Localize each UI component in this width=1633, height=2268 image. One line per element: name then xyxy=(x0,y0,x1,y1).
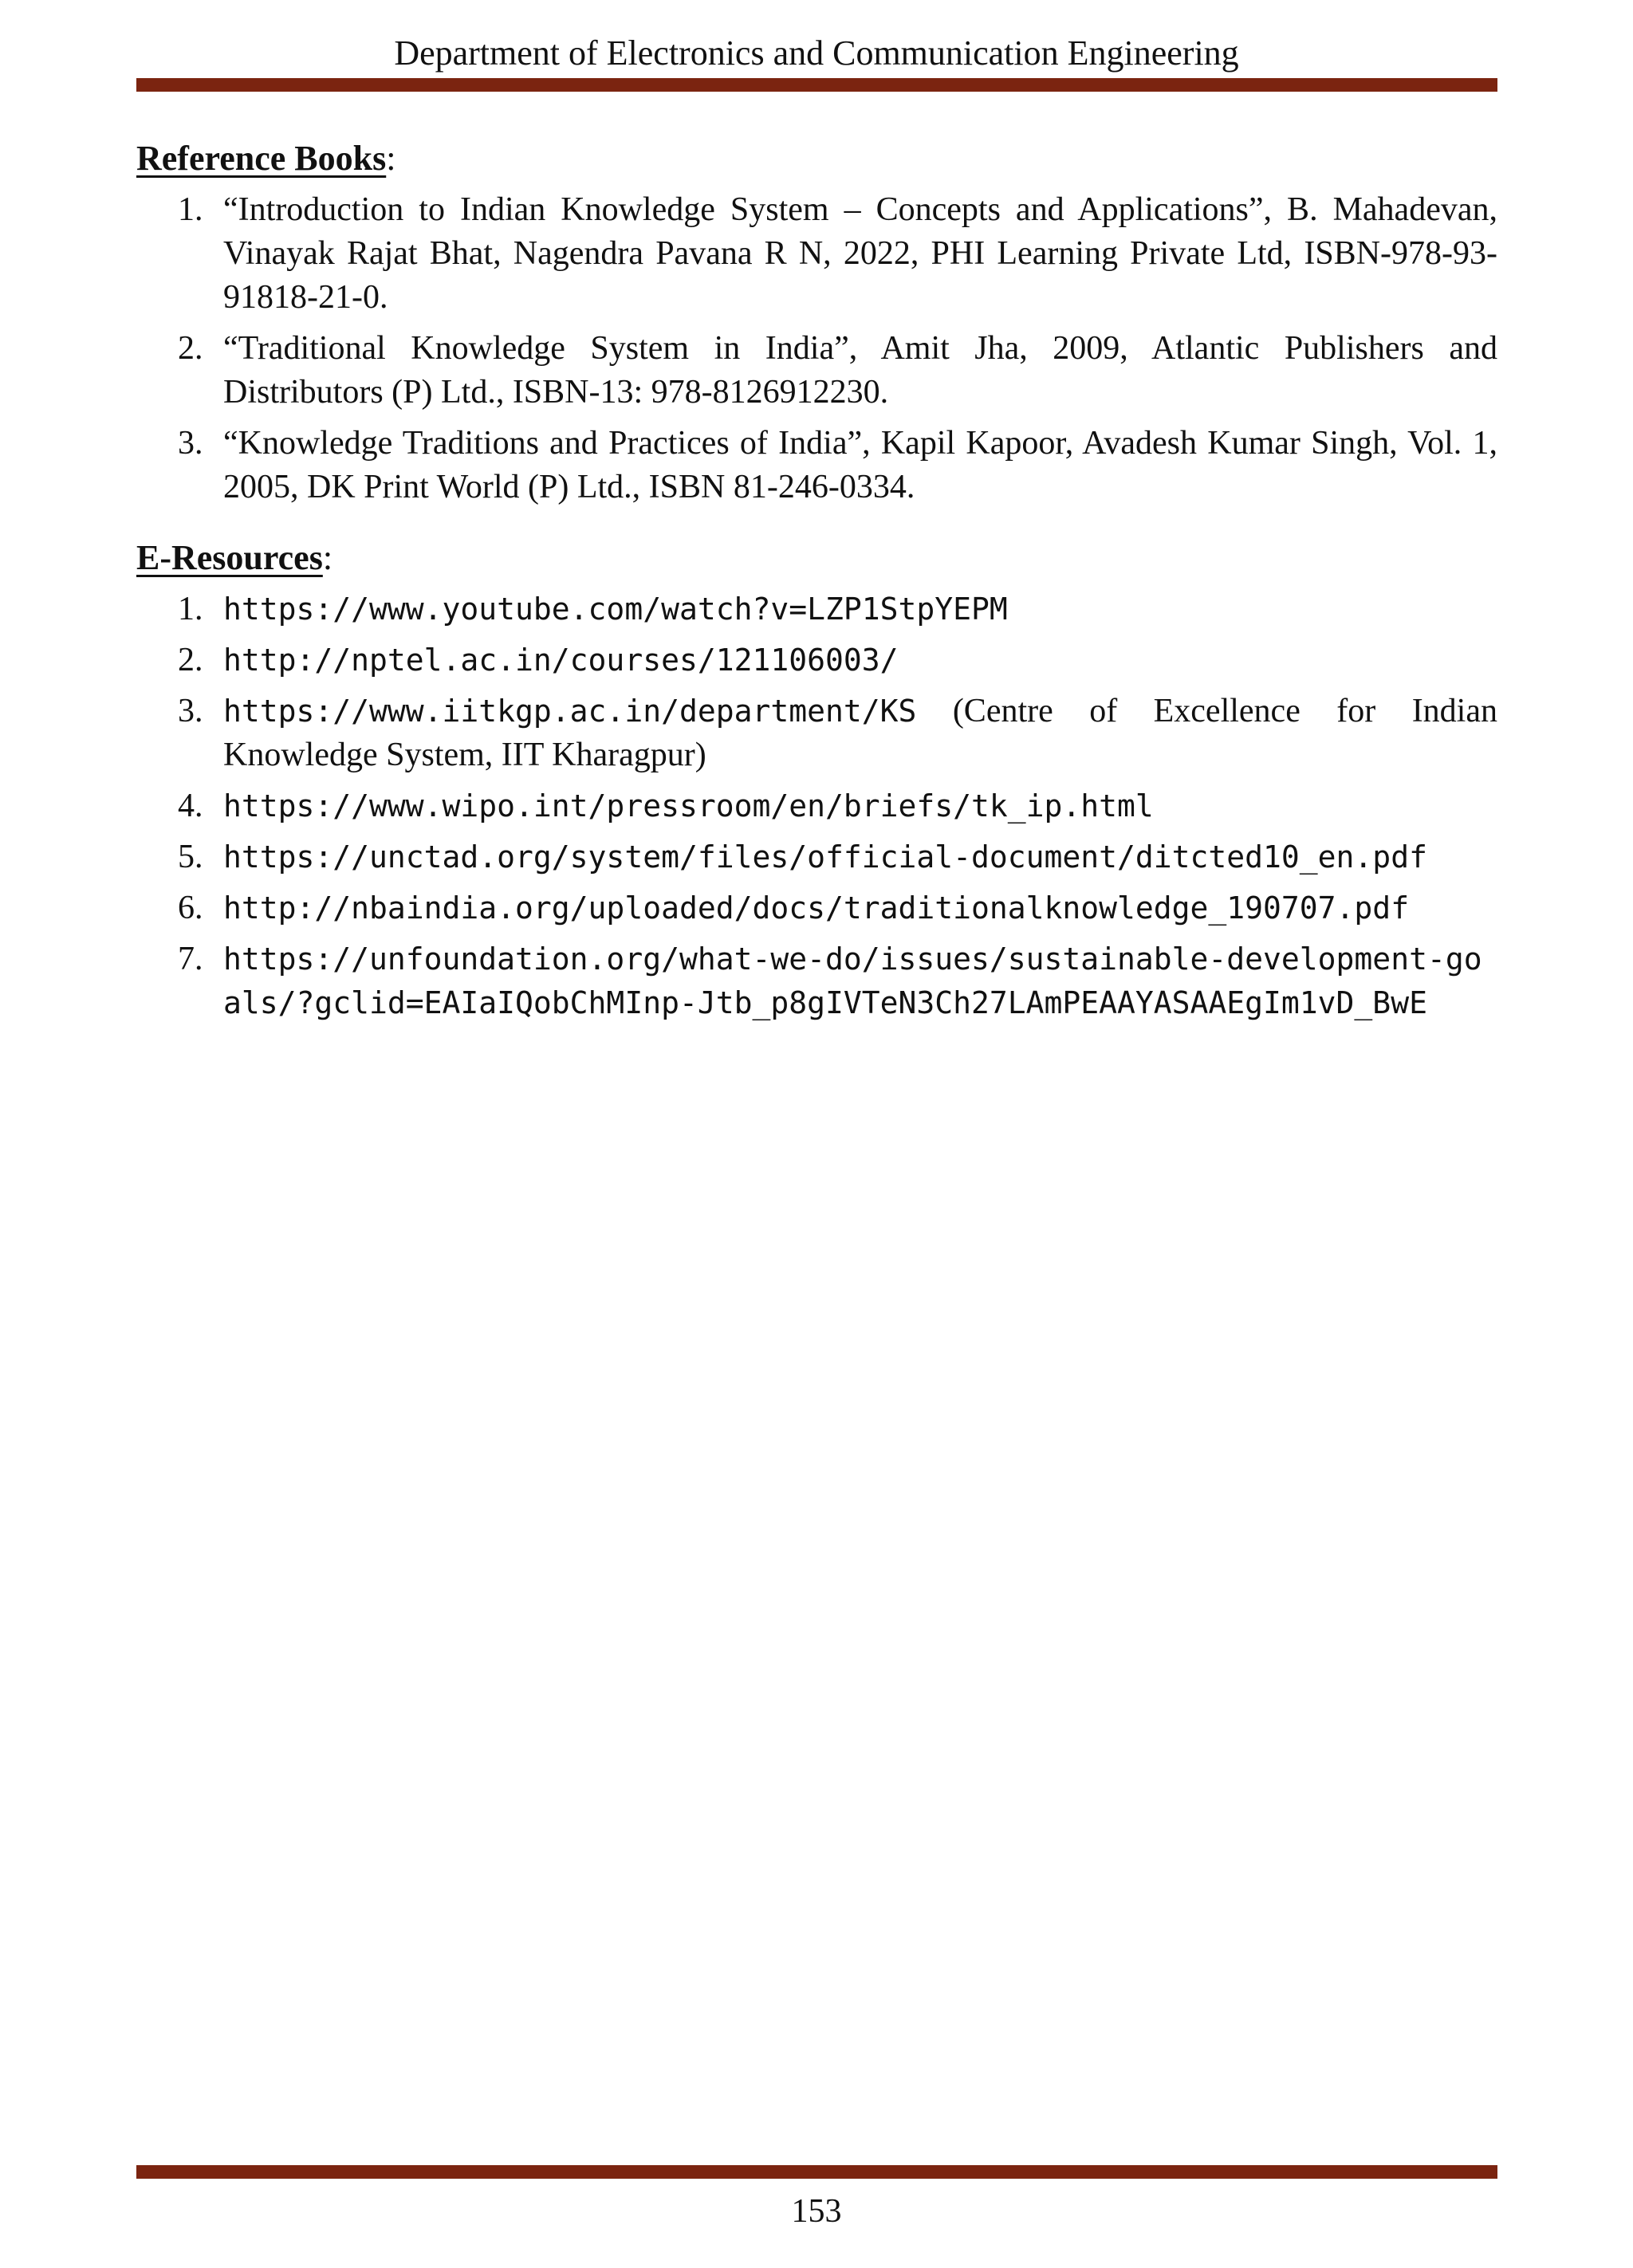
e-resources-list xyxy=(136,588,1497,1025)
list-number: 4. xyxy=(178,788,203,824)
e-resources-heading: E-Resources: xyxy=(136,538,333,577)
e-resource-item xyxy=(136,784,1497,828)
e-resource-item xyxy=(136,937,1497,1025)
list-number: 2. xyxy=(178,330,203,367)
e-resource-link[interactable]: https://www.iitkgp.ac.in/department/KS xyxy=(223,694,917,729)
e-resource-link[interactable]: http://nbaindia.org/uploaded/docs/traditionalknowledge_190707.pdf xyxy=(223,890,1410,926)
e-resource-item xyxy=(136,588,1497,631)
reference-book-text: “Knowledge Traditions and Practices of India”, Kapil Kapoor, Avadesh Kumar Singh, Vol. 1, 2005, DK Print World (P) Ltd., ISBN 81-246-0334. xyxy=(223,425,1497,505)
e-resource-link[interactable]: https://www.youtube.com/watch?v=LZP1StpYEPM xyxy=(223,592,1008,627)
reference-book-item xyxy=(136,422,1497,509)
page-number: 153 xyxy=(791,2193,842,2230)
list-number: 7. xyxy=(178,941,203,977)
e-resource-item xyxy=(136,690,1497,777)
list-number: 5. xyxy=(178,839,203,875)
list-number: 2. xyxy=(178,642,203,678)
e-resource-link[interactable]: https://unfoundation.org/what-we-do/issues/sustainable-development-goals/?gclid=EAIaIQobChMInp-Jtb_p8gIVTeN3Ch27LAmPEAAYASAAEgIm1vD_BwE xyxy=(223,941,1482,1020)
list-number: 3. xyxy=(178,693,203,729)
reference-books-heading: Reference Books: xyxy=(136,139,396,178)
list-number: 3. xyxy=(178,425,203,462)
reference-books-list xyxy=(136,188,1497,509)
footer-rule xyxy=(136,2165,1497,2179)
reference-book-item xyxy=(136,188,1497,320)
reference-books-heading-text: Reference Books xyxy=(136,139,387,178)
header-rule xyxy=(136,78,1497,92)
list-number: 1. xyxy=(178,591,203,627)
e-resource-item xyxy=(136,639,1497,682)
e-resource-link[interactable]: https://www.wipo.int/pressroom/en/briefs/tk_ip.html xyxy=(223,788,1154,823)
e-resource-note: (Centre of Excellence for Indian Knowledge System, IIT Kharagpur) xyxy=(223,693,1497,773)
e-resource-item xyxy=(136,886,1497,930)
e-resources-heading-text: E-Resources xyxy=(136,538,323,577)
e-resource-link[interactable]: https://unctad.org/system/files/official-document/ditcted10_en.pdf xyxy=(223,839,1427,875)
reference-book-item xyxy=(136,327,1497,415)
list-number: 1. xyxy=(178,191,203,228)
reference-book-text: “Traditional Knowledge System in India”, Amit Jha, 2009, Atlantic Publishers and Distributors (P) Ltd., ISBN-13: 978-8126912230. xyxy=(223,330,1497,411)
e-resource-item xyxy=(136,835,1497,879)
reference-book-text: “Introduction to Indian Knowledge System – Concepts and Applications”, B. Mahadevan, Vinayak Rajat Bhat, Nagendra Pavana R N, 2022, PHI Learning Private Ltd, ISBN-978-93-91818-21-0. xyxy=(223,191,1497,316)
list-number: 6. xyxy=(178,890,203,926)
page-content xyxy=(136,136,1497,1032)
e-resource-link[interactable]: http://nptel.ac.in/courses/121106003/ xyxy=(223,643,899,678)
page-header-title: Department of Electronics and Communication Engineering xyxy=(394,33,1239,73)
